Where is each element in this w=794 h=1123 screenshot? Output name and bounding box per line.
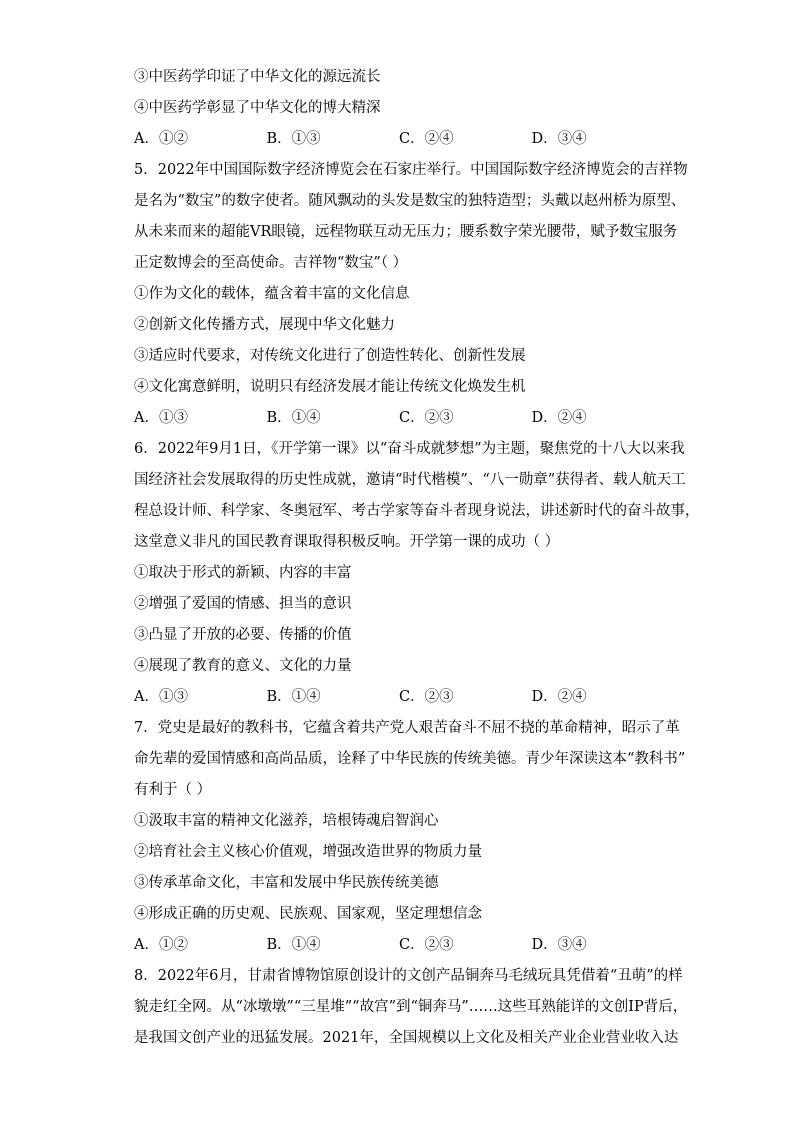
q4-option-c[interactable]: C．②④ bbox=[399, 131, 454, 147]
q6-option-d[interactable]: D．②④ bbox=[531, 689, 587, 705]
q5-item-4: ④文化寓意鲜明，说明只有经济发展才能让传统文化焕发生机 bbox=[134, 379, 526, 395]
q5-stem-line: 从未来而来的超能VR眼镜，远程物联互动无压力；腰系数字荣光腰带，赋予数宝服务 bbox=[134, 224, 678, 240]
q5-stem-line: 正定数博会的至高使命。吉祥物“数宝”（ ） bbox=[134, 255, 408, 271]
q6-item-3: ③凸显了开放的必要、传播的价值 bbox=[134, 627, 352, 643]
q7-item-4: ④形成正确的历史观、民族观、国家观，坚定理想信念 bbox=[134, 906, 482, 922]
q7-stem-line: 命先辈的爱国情感和高尚品质，诠释了中华民族的传统美德。青少年深读这本“教科书” bbox=[134, 751, 686, 767]
q5-item-1: ①作为文化的载体，蕴含着丰富的文化信息 bbox=[134, 286, 410, 302]
q5-option-d[interactable]: D．②④ bbox=[531, 410, 587, 426]
q7-option-a[interactable]: A．①② bbox=[134, 937, 188, 953]
q6-stem-line: 程总设计师、科学家、冬奥冠军、考古学家等奋斗者现身说法，讲述新时代的奋斗故事， bbox=[134, 503, 700, 519]
q6-stem-line: 6．2022年9月1日，《开学第一课》以“奋斗成就梦想”为主题，聚焦党的十八大以来我 bbox=[134, 441, 685, 457]
q5-option-c[interactable]: C．②③ bbox=[399, 410, 454, 426]
q7-item-2: ②培育社会主义核心价值观，增强改造世界的物质力量 bbox=[134, 844, 482, 860]
q7-option-d[interactable]: D．③④ bbox=[531, 937, 587, 953]
q7-item-3: ③传承革命文化，丰富和发展中华民族传统美德 bbox=[134, 875, 439, 891]
q7-option-c[interactable]: C．②③ bbox=[399, 937, 454, 953]
q6-option-c[interactable]: C．②③ bbox=[399, 689, 454, 705]
question-8 bbox=[134, 961, 688, 1054]
question-6 bbox=[134, 434, 700, 713]
question-5 bbox=[134, 155, 688, 434]
q4-option-a[interactable]: A．①② bbox=[134, 131, 188, 147]
q4-option-d[interactable]: D．③④ bbox=[531, 131, 587, 147]
q6-item-2: ②增强了爱国的情感、担当的意识 bbox=[134, 596, 352, 612]
q8-stem-line: 8．2022年6月，甘肃省博物馆原创设计的文创产品铜奔马毛绒玩具凭借着“丑萌”的样 bbox=[134, 968, 683, 984]
q5-item-2: ②创新文化传播方式，展现中华文化魅力 bbox=[134, 317, 395, 333]
q4-item-3: ③中医药学印证了中华文化的源远流长 bbox=[134, 69, 381, 85]
q7-item-1: ①汲取丰富的精神文化滋养，培根铸魂启智润心 bbox=[134, 813, 439, 829]
question-7 bbox=[134, 713, 686, 961]
q4-option-b[interactable]: B．①③ bbox=[266, 131, 321, 147]
q6-option-b[interactable]: B．①④ bbox=[266, 689, 321, 705]
q5-stem-line: 5．2022年中国国际数字经济博览会在石家庄举行。中国国际数字经济博览会的吉祥物 bbox=[134, 162, 688, 178]
question-4-tail bbox=[134, 62, 664, 155]
q8-stem-line: 是我国文创产业的迅猛发展。2021年，全国规模以上文化及相关产业企业营业收入达 bbox=[134, 1030, 679, 1046]
q6-item-4: ④展现了教育的意义、文化的力量 bbox=[134, 658, 352, 674]
q5-option-a[interactable]: A．①③ bbox=[134, 410, 188, 426]
q7-stem-line: 有利于（ ） bbox=[134, 782, 212, 798]
q7-option-b[interactable]: B．①④ bbox=[266, 937, 321, 953]
q4-item-4: ④中医药学彰显了中华文化的博大精深 bbox=[134, 100, 381, 116]
q8-stem-line: 貌走红全网。从“冰墩墩”“三星堆”“故宫”到“铜奔马”……这些耳熟能详的文创IP背后， bbox=[134, 999, 688, 1015]
q6-option-a[interactable]: A．①③ bbox=[134, 689, 188, 705]
q5-options bbox=[134, 403, 664, 434]
q7-options bbox=[134, 930, 664, 961]
q6-item-1: ①取决于形式的新颖、内容的丰富 bbox=[134, 565, 352, 581]
q7-stem-line: 7．党史是最好的教科书，它蕴含着共产党人艰苦奋斗不屈不挠的革命精神，昭示了革 bbox=[134, 720, 680, 736]
q6-options bbox=[134, 682, 664, 713]
q6-stem-line: 国经济社会发展取得的历史性成就，邀请“时代楷模”、“八一勋章”获得者、载人航天工 bbox=[134, 472, 686, 488]
q5-stem-line: 是名为“数宝”的数字使者。随风飘动的头发是数宝的独特造型；头戴以赵州桥为原型、 bbox=[134, 193, 686, 209]
exam-page bbox=[134, 62, 700, 1054]
q6-stem-line: 这堂意义非凡的国民教育课取得积极反响。开学第一课的成功（ ） bbox=[134, 534, 560, 550]
q4-options bbox=[134, 124, 664, 155]
q5-option-b[interactable]: B．①④ bbox=[266, 410, 321, 426]
q5-item-3: ③适应时代要求，对传统文化进行了创造性转化、创新性发展 bbox=[134, 348, 526, 364]
